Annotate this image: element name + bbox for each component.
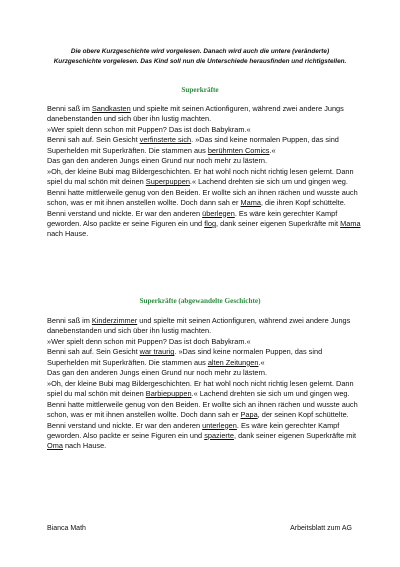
story-text: . Es wäre kein gerechter Kampf geworden. Also packte er seine Figuren ein und: [47, 420, 340, 440]
story-text: Benni sah auf. Sein Gesicht: [47, 347, 140, 357]
underlined-word: alten Zeitungen: [207, 357, 259, 367]
underlined-word: berühmten Comics: [207, 145, 270, 155]
story-modified: [47, 316, 362, 452]
underlined-word: überlegen: [202, 208, 235, 218]
underlined-word: Sandkasten: [91, 104, 131, 113]
underlined-word: Mama: [240, 198, 261, 208]
underlined-word: Mama: [340, 218, 361, 228]
story-title-original: Superkräfte: [181, 86, 219, 94]
story-text: Benni saß im: [47, 316, 92, 325]
story-text: , dank seiner eigenen Superkräfte mit: [216, 218, 341, 228]
underlined-word: Kinderzimmer: [91, 316, 138, 325]
underlined-word: unterlegen: [202, 420, 237, 430]
underlined-word: war traurig: [139, 347, 175, 357]
story-text: Benni sah auf. Sein Gesicht: [47, 135, 140, 145]
story-text: Benni saß im: [47, 104, 92, 113]
story-title-modified: Superkräfte (abgewandelte Geschichte): [139, 297, 261, 305]
story-text: »Oh, der kleine Bubi mag Bildergeschichten. Er hat wohl noch nicht richtig lesen gelernt. Dann spiel du mal schön mit deinen: [47, 166, 354, 187]
story-text: .«: [269, 145, 276, 155]
story-text: nach Hause.: [47, 229, 89, 239]
story-text: Benni hatte mittlerweile genug von den Beiden. Er wollte sich an ihnen rächen und wusste auch schon, was er mit ihnen anstellen wollte. Doch dann sah er: [47, 187, 358, 208]
underlined-word: Oma: [47, 441, 63, 451]
footer-label: Arbeitsblatt zum AG: [290, 525, 352, 532]
story-text: »Wer spielt denn schon mit Puppen? Das ist doch Babykram.«: [47, 336, 251, 346]
instructions: Die obere Kurzgeschichte wird vorgelesen. Danach wird auch die untere (veränderte) Kurzgeschichte vorgelesen. Das Kind soll nun die Unterschiede herausfinden und richtigstellen.: [53, 48, 347, 65]
story-text: . »Das sind keine normalen Puppen, das sind Superhelden mit Superkräften. Die stammen aus: [47, 347, 323, 367]
story-original: [47, 104, 362, 240]
story-text: .« Lachend drehten sie sich um und gingen weg.: [189, 177, 348, 187]
story-text: nach Hause.: [62, 441, 107, 451]
story-text: .«: [258, 357, 265, 367]
underlined-word: Barbiepuppen: [145, 389, 192, 399]
story-text: und spielte mit seinen Actionfiguren, während zwei andere Jungs danebenstanden und sich über ihn lustig machten.: [47, 316, 351, 336]
underlined-word: Superpuppen: [145, 177, 190, 187]
story-text: »Oh, der kleine Bubi mag Bildergeschichten. Er hat wohl noch nicht richtig lesen gelernt. Dann spiel du mal schön mit deinen: [47, 378, 354, 399]
story-text: . Es wäre kein gerechter Kampf geworden. Also packte er seine Figuren ein und: [47, 208, 338, 228]
underlined-word: flog: [204, 218, 217, 228]
underlined-word: Papa: [240, 410, 258, 420]
story-text: .« Lachend drehten sie sich um und gingen weg.: [191, 389, 350, 399]
footer-author: Bianca Math: [47, 525, 86, 532]
story-text: , der seinen Kopf schüttelte.: [257, 410, 349, 420]
story-text: , die ihren Kopf schüttelte.: [260, 198, 346, 208]
story-text: . »Das sind keine normalen Puppen, das sind Superhelden mit Superkräften. Die stammen aus: [47, 135, 339, 155]
story-text: Benni hatte mittlerweile genug von den Beiden. Er wollte sich an ihnen rächen und wusste auch schon, was er mit ihnen anstellen wollte. Doch dann sah er: [47, 399, 358, 420]
story-text: Benni verstand und nickte. Er war den anderen: [47, 420, 203, 430]
story-text: und spielte mit seinen Actionfiguren, während zwei andere Jungs danebenstanden und sich über ihn lustig machten.: [47, 104, 344, 124]
story-text: Das gan den anderen Jungs einen Grund nur noch mehr zu lästern.: [47, 368, 268, 378]
underlined-word: spazierte: [204, 430, 234, 440]
story-text: »Wer spielt denn schon mit Puppen? Das ist doch Babykram.«: [47, 124, 251, 134]
underlined-word: verfinsterte sich: [139, 135, 192, 145]
story-text: , dank seiner eigenen Superkräfte mit: [234, 430, 357, 440]
story-text: Das gan den anderen Jungs einen Grund nur noch mehr zu lästern.: [47, 156, 268, 166]
story-text: Benni verstand und nickte. Er war den anderen: [47, 208, 203, 218]
